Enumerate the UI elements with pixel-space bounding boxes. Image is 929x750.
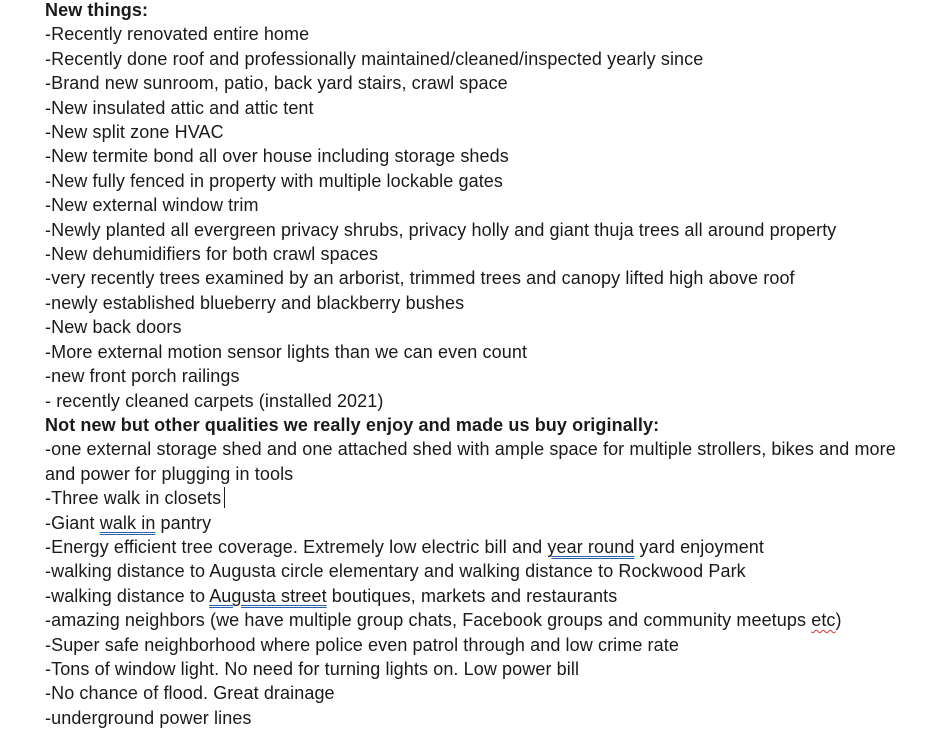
list-item: -New back doors (45, 317, 182, 338)
list-item: -New external window trim (45, 195, 259, 216)
list-item-walking-school: -walking distance to Augusta circle elementary and walking distance to Rockwood Park (45, 561, 746, 582)
list-item-closets (45, 486, 915, 510)
list-item: -Newly planted all evergreen privacy shrubs, privacy holly and giant thuja trees all around property (45, 219, 837, 240)
list-item: - recently cleaned carpets (installed 2021) (45, 390, 384, 411)
list-item: -Brand new sunroom, patio, back yard stairs, crawl space (45, 73, 508, 94)
closets-text: -Three walk in closets (45, 488, 222, 509)
list-item: -New insulated attic and attic tent (45, 97, 314, 118)
heading-new-things: New things: (45, 0, 149, 20)
spelling-flag-etc[interactable]: etc (811, 610, 836, 631)
list-item: -New fully fenced in property with multiple lockable gates (45, 170, 504, 191)
list-item-safe: -Super safe neighborhood where police even patrol through and low crime rate (45, 634, 679, 655)
text-cursor (224, 487, 225, 508)
list-item-walking-street (45, 584, 915, 608)
list-item: -New dehumidifiers for both crawl spaces (45, 244, 379, 265)
list-item: -very recently trees examined by an arborist, trimmed trees and canopy lifted high above roof (45, 268, 795, 289)
list-item-shed: -one external storage shed and one attached shed with ample space for multiple strollers, bikes and more and power for plugging in tools (45, 439, 896, 484)
energy-text-pre: -Energy efficient tree coverage. Extremely low electric bill and (45, 536, 548, 557)
list-item-neighbors (45, 608, 915, 632)
list-item: -New split zone HVAC (45, 122, 224, 143)
neighbors-text-post: ) (835, 610, 842, 631)
energy-text-post: yard enjoyment (634, 536, 765, 557)
grammar-flag-augusta-street[interactable]: Augusta street (209, 585, 327, 606)
pantry-text-pre: -Giant (45, 512, 100, 533)
document-body[interactable] (45, 0, 915, 730)
list-item-light: -Tons of window light. No need for turning lights on. Low power bill (45, 658, 580, 679)
list-item-energy (45, 535, 915, 559)
list-item: -new front porch railings (45, 366, 240, 387)
list-item: -Recently done roof and professionally maintained/cleaned/inspected yearly since (45, 48, 704, 69)
list-item-power: -underground power lines (45, 707, 252, 728)
grammar-flag-year-round[interactable]: year round (547, 536, 635, 557)
list-item-flood: -No chance of flood. Great drainage (45, 683, 335, 704)
list-item: -newly established blueberry and blackberry bushes (45, 292, 465, 313)
list-item: -More external motion sensor lights than we can even count (45, 341, 528, 362)
list-item: -Recently renovated entire home (45, 24, 310, 45)
heading-other-qualities: Not new but other qualities we really enjoy and made us buy originally: (45, 414, 660, 435)
list-item-pantry (45, 511, 915, 535)
walking-text-post: boutiques, markets and restaurants (326, 585, 618, 606)
neighbors-text-pre: -amazing neighbors (we have multiple group chats, Facebook groups and community meetups (45, 610, 812, 631)
pantry-text-post: pantry (155, 512, 212, 533)
list-item: -New termite bond all over house including storage sheds (45, 146, 509, 167)
grammar-flag-walk-in[interactable]: walk in (99, 512, 156, 533)
walking-text-pre: -walking distance to (45, 585, 210, 606)
